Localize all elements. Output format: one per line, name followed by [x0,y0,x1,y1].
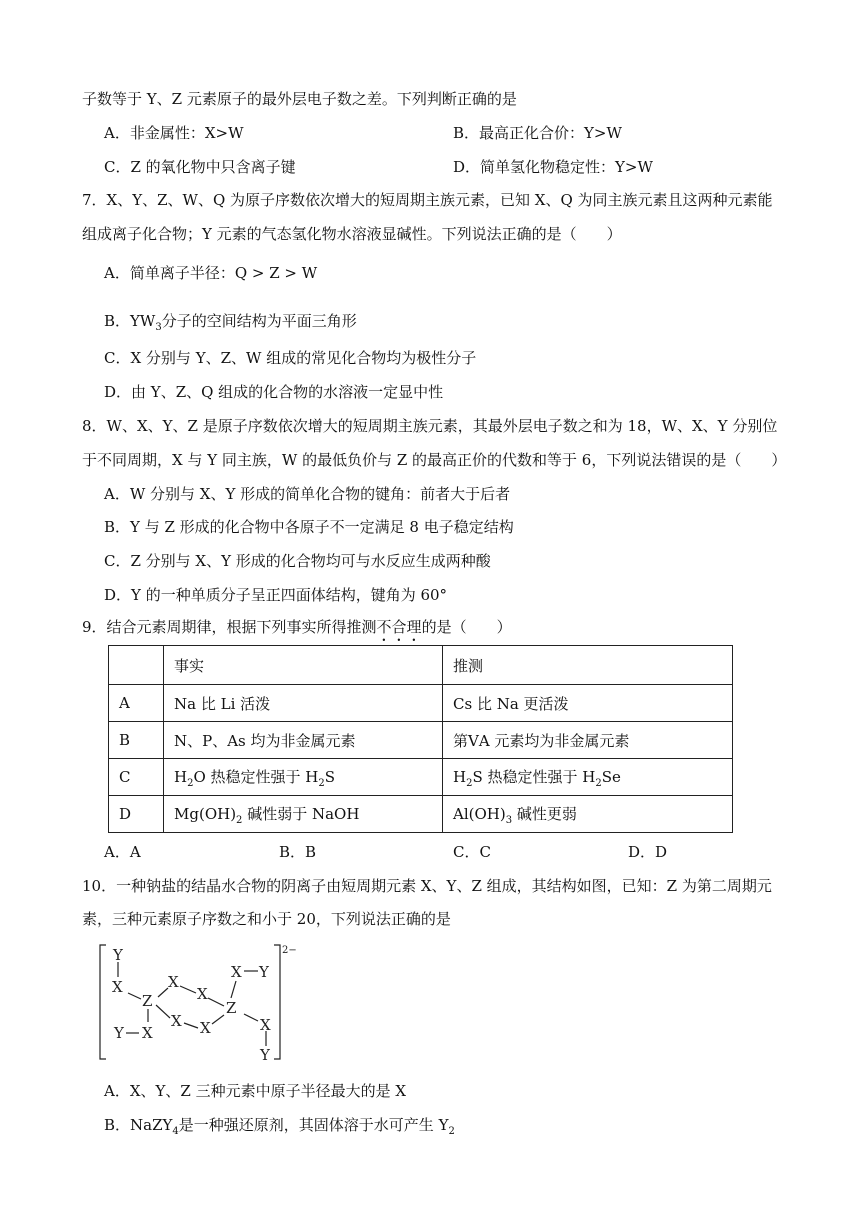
svg-text:X: X [260,1016,271,1034]
q10-stem-line1: 10．一种钠盐的结晶水合物的阴离子由短周期元素 X、Y、Z 组成，其结构如图，已知：Z 为第二周期元 [82,877,772,895]
header-fact: 事实 [164,646,443,685]
q9-emphasis: 不合理 [376,618,422,636]
svg-text:X: X [200,1019,211,1037]
svg-text:X: X [197,985,208,1003]
svg-text:Z: Z [142,992,153,1010]
table-row: B N、P、As 均为非金属元素 第ⅤA 元素均为非金属元素 [109,722,733,759]
q7-stem-line1: 7．X、Y、Z、W、Q 为原子序数依次增大的短周期主族元素，已知 X、Q 为同主族元素且这两种元素能 [82,191,773,209]
table-row: C $H_2O$ 热稳定性强于 $H_2S$ $H_2S$ 热稳定性强于 $H_2Se$ [109,759,733,796]
structure-charge: 2− [282,945,297,956]
q7-option-b: B．$YW_3$分子的空间结构为平面三角形 [104,312,357,333]
svg-text:Y: Y [114,1024,124,1042]
header-guess: 推测 [443,646,733,685]
svg-text:Y: Y [260,1046,270,1064]
q7-stem-line2: 组成离子化合物；Y 元素的气态氢化物水溶液显碱性。下列说法正确的是（ ） [82,225,622,243]
q6-option-d: D．简单氢化物稳定性：Y>W [453,158,653,176]
q9-option-b: B．B [279,843,317,861]
svg-text:Y: Y [259,963,269,981]
q8-stem-line2: 于不同周期，X 与 Y 同主族，W 的最低负价与 Z 的最高正价的代数和等于 6，下列说法错误的是（ ） [82,451,787,469]
q7-option-c: C．X 分别与 Y、Z、W 组成的常见化合物均为极性分子 [104,349,477,367]
q8-option-b: B．Y 与 Z 形成的化合物中各原子不一定满足 8 电子稳定结构 [104,518,514,536]
q10-option-a: A．X、Y、Z 三种元素中原子半径最大的是 X [104,1082,407,1100]
q10-option-b: B．NaZY$_4$是一种强还原剂，其固体溶于水可产生 $Y_2$ [104,1116,455,1137]
table-row: D $Mg(OH)_2$ 碱性弱于 NaOH $Al(OH)_3$ 碱性更弱 [109,796,733,833]
svg-text:X: X [168,973,179,991]
svg-text:X: X [142,1024,153,1042]
q7-option-a: A．简单离子半径：Q > Z > W [104,264,318,282]
svg-text:X: X [112,978,123,996]
q8-stem-line1: 8．W、X、Y、Z 是原子序数依次增大的短周期主族元素，其最外层电子数之和为 18，W、X、Y 分别位 [82,417,778,435]
svg-text:X: X [171,1012,182,1030]
q8-option-c: C．Z 分别与 X、Y 形成的化合物均可与水反应生成两种酸 [104,552,491,570]
anion-structure-diagram [96,940,316,1064]
q6-option-b: B．最高正化合价：Y>W [453,124,622,142]
q6-stem-tail: 子数等于 Y、Z 元素原子的最外层电子数之差。下列判断正确的是 [82,90,517,108]
q6-option-a: A．非金属性：X>W [104,124,244,142]
q10-stem-line2: 素，三种元素原子序数之和小于 20，下列说法正确的是 [82,910,451,928]
q6-option-c: C．Z 的氧化物中只含离子键 [104,158,296,176]
q9-option-a: A．A [104,843,141,861]
q8-option-a: A．W 分别与 X、Y 形成的简单化合物的键角：前者大于后者 [104,485,511,503]
q9-stem: 9．结合元素周期律，根据下列事实所得推测不合理的是（ ） [82,618,512,636]
table-row: A Na 比 Li 活泼 Cs 比 Na 更活泼 [109,685,733,722]
q7-option-d: D．由 Y、Z、Q 组成的化合物的水溶液一定显中性 [104,383,444,401]
svg-text:X: X [231,963,242,981]
svg-text:Z: Z [226,999,237,1017]
table-header-row [109,646,733,685]
q9-option-d: D．D [628,843,668,861]
svg-text:Y: Y [113,946,123,964]
q9-facts-table [108,645,733,833]
q8-option-d: D．Y 的一种单质分子呈正四面体结构，键角为 60° [104,586,448,604]
q9-option-c: C．C [453,843,491,861]
